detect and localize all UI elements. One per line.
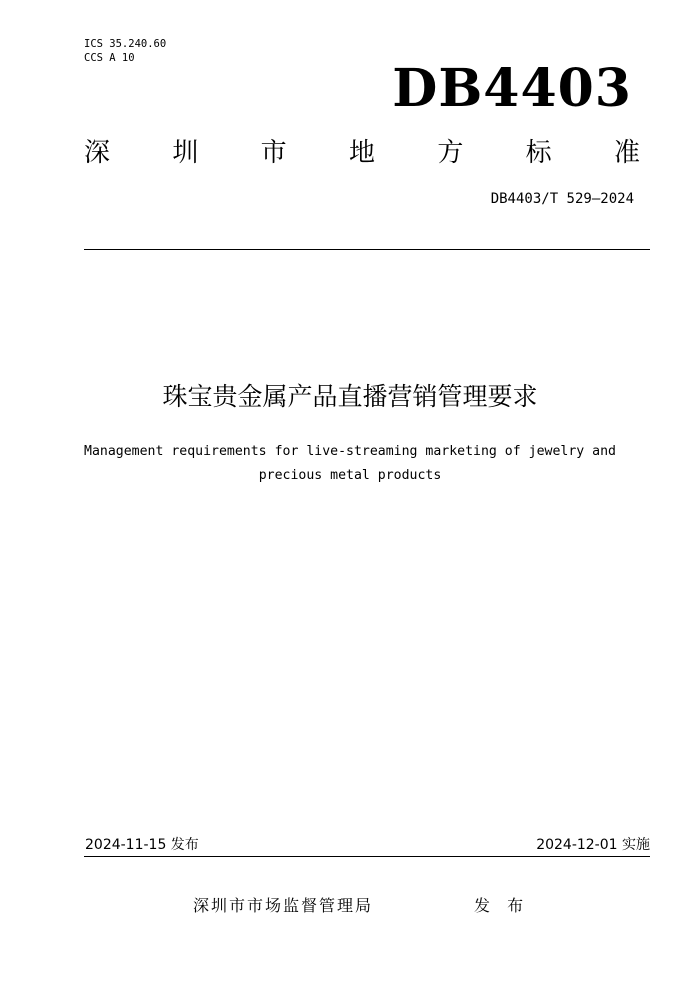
issue-date: 2024-11-15 发布 xyxy=(85,837,199,853)
standard-type-char: 市 xyxy=(260,138,287,168)
publisher-name: 深圳市市场监督管理局 xyxy=(193,896,374,915)
header-divider xyxy=(84,249,650,250)
standard-type-char: 深 xyxy=(84,138,111,168)
title-english xyxy=(40,440,660,488)
footer-divider xyxy=(84,856,650,857)
classification-codes xyxy=(84,37,166,65)
standard-type-char: 准 xyxy=(613,138,640,168)
ccs-code: CCS A 10 xyxy=(84,52,135,64)
standard-type-char: 方 xyxy=(437,138,464,168)
title-chinese: 珠宝贵金属产品直播营销管理要求 xyxy=(162,382,538,411)
ics-code: ICS 35.240.60 xyxy=(84,38,167,50)
standard-type xyxy=(84,136,640,170)
standard-number: DB4403/T 529—2024 xyxy=(490,191,634,207)
standard-type-char: 地 xyxy=(348,138,375,168)
standard-type-char: 标 xyxy=(525,138,552,168)
title-english-line: precious metal products xyxy=(258,468,442,483)
publish-label: 发 布 xyxy=(474,896,530,915)
title-english-line: Management requirements for live-streaming marketing of jewelry and xyxy=(84,444,616,459)
implementation-date: 2024-12-01 实施 xyxy=(536,837,650,853)
standard-type-char: 圳 xyxy=(172,138,199,168)
standard-code-logo: DB4403 xyxy=(392,58,632,119)
